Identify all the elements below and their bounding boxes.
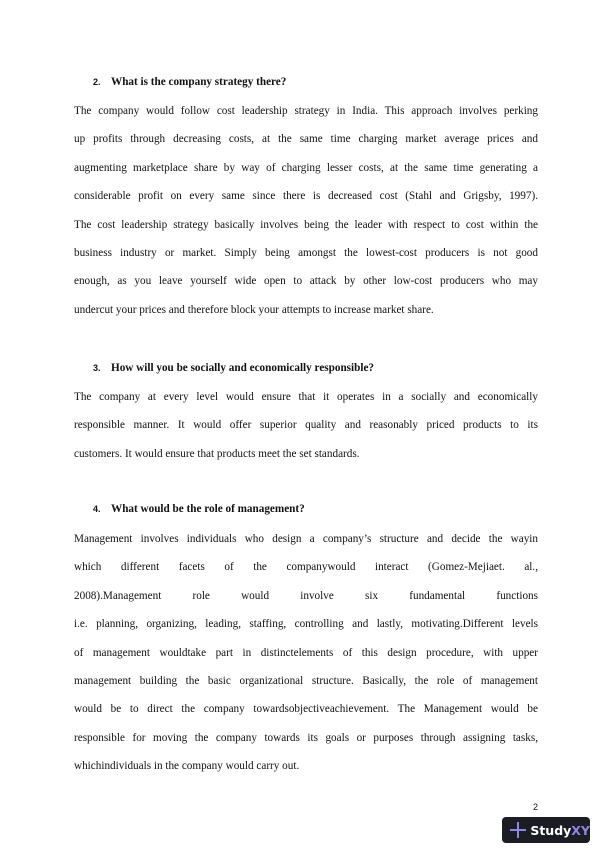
text-line: enough, as you leave yourself wide open to attack by other low-cost producers who may [74, 275, 538, 288]
text-line: business industry or market. Simply being amongst the lowest-cost producers is not good [74, 246, 538, 259]
section-heading-3 [93, 362, 374, 374]
section-title: What is the company strategy there? [111, 76, 287, 88]
text-line: whichindividuals in the company would carry out. [74, 760, 300, 773]
text-line: up profits through decreasing costs, at the same time charging market average prices and [74, 133, 538, 146]
text-line: would be to direct the company towardsobjectiveachievement. The Management would be [74, 703, 538, 716]
text-line: customers. It would ensure that products meet the set standards. [74, 447, 360, 460]
section-body-2 [74, 103, 538, 330]
section-heading-2 [93, 76, 286, 88]
studyxy-badge[interactable] [502, 817, 590, 843]
text-line: The cost leadership strategy basically involves being the leader with respect to cost within the [74, 218, 538, 231]
section-number: 2. [93, 77, 101, 87]
section-title: What would be the role of management? [111, 503, 305, 515]
text-line: responsible manner. It would offer superior quality and reasonably priced products to its [74, 419, 538, 432]
section-number: 4. [93, 504, 101, 514]
text-line: Management involves individuals who design a company’s structure and decide the wayin [74, 533, 538, 545]
page-number: 2 [533, 802, 539, 812]
text-line: augmenting marketplace share by way of charging lesser costs, at the same time generating a [74, 161, 538, 174]
section-body-3 [74, 389, 538, 474]
text-line: of management wouldtake part in distinctelements of this design procedure, with upper [74, 646, 538, 659]
text-line: i.e. planning, organizing, leading, staffing, controlling and lastly, motivating.Different levels [74, 618, 538, 631]
text-line: which different facets of the companywould interact (Gomez-Mejiaet. al., [74, 561, 538, 574]
section-number: 3. [93, 363, 101, 373]
section-heading-4 [93, 503, 305, 515]
section-body-4 [74, 531, 538, 787]
text-line: responsible for moving the company towards its goals or purposes through assigning tasks, [74, 731, 538, 744]
brand-accent: XY [571, 822, 590, 838]
brand-name: Study [530, 822, 572, 838]
text-line: 2008).Management role would involve six fundamental functions [74, 589, 538, 602]
text-line: The company at every level would ensure that it operates in a socially and economically [74, 391, 538, 403]
text-line: The company would follow cost leadership strategy in India. This approach involves perking [74, 105, 538, 117]
text-line: undercut your prices and therefore block your attempts to increase market share. [74, 303, 434, 316]
plus-icon [507, 819, 527, 841]
text-line: management building the basic organizational structure. Basically, the role of management [74, 674, 538, 687]
text-line: considerable profit on every same since there is decreased cost (Stahl and Grigsby, 1997). [74, 190, 538, 203]
section-title: How will you be socially and economically responsible? [111, 362, 375, 374]
